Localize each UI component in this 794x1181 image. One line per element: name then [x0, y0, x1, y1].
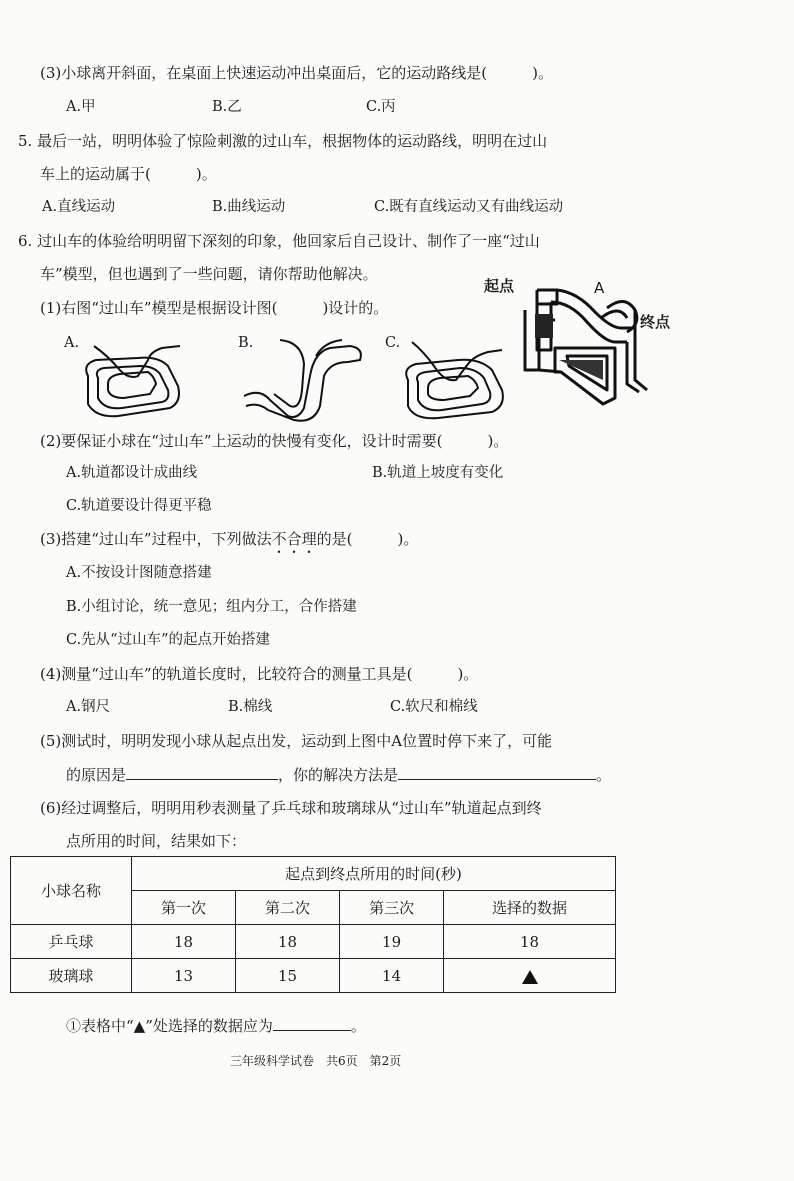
option-a: A.钢尺 [66, 699, 111, 715]
option-b: B.棉线 [228, 699, 273, 715]
solution-blank[interactable] [398, 765, 596, 780]
page-footer: 三年级科学试卷 共6页 第2页 [230, 1054, 402, 1068]
results-table [10, 856, 616, 993]
option-c: C. [385, 335, 401, 351]
option-c: C.先从“过山车”的起点开始搭建 [66, 632, 271, 648]
question-6-line2: 车”模型，但也遇到了一些问题，请你帮助他解决。 [40, 265, 378, 283]
option-b: B.轨道上坡度有变化 [372, 465, 504, 481]
header-trial-1: 第一次 [132, 891, 236, 925]
option-b: B. [238, 335, 254, 351]
period: 。 [350, 1017, 366, 1035]
table-question-1 [66, 1016, 366, 1036]
emphasized-text: 不合理 [271, 530, 317, 548]
subquestion-6-line2: 点所用的时间，结果如下： [66, 832, 247, 850]
header-time-group: 起点到终点所用的时间(秒) [132, 857, 616, 891]
table-row [11, 959, 616, 993]
option-c: C.轨道要设计得更平稳 [66, 498, 212, 514]
stem-prefix: (3)搭建“过山车”过程中，下列做法 [40, 530, 272, 548]
header-ball-name: 小球名称 [11, 857, 132, 925]
question-6-line1: 6. 过山车的体验给明明留下深刻的印象，他回家后自己设计、制作了一座“过山 [18, 232, 540, 250]
option-b: B.乙 [212, 99, 242, 115]
subquestion-5-line2 [66, 765, 611, 785]
label-a: A [594, 279, 605, 297]
subquestion-4-stem: (4)测量“过山车”的轨道长度时，比较符合的测量工具是( )。 [40, 665, 479, 683]
triangle-icon [522, 970, 538, 984]
cell: 15 [236, 959, 340, 993]
subquestion-5-line1: (5)测试时，明明发现小球从起点出发，运动到上图中A位置时停下来了，可能 [40, 732, 553, 750]
design-b-image [240, 336, 370, 422]
option-c: C.软尺和棉线 [390, 699, 478, 715]
option-a: A.轨道都设计成曲线 [66, 465, 198, 481]
question-3-stem: (3)小球离开斜面，在桌面上快速运动冲出桌面后，它的运动路线是( )。 [40, 64, 553, 82]
design-c-image [398, 336, 518, 422]
subquestion-6-line1: (6)经过调整后，明明用秒表测量了乒乓球和玻璃球从“过山车”轨道起点到终 [40, 799, 542, 817]
design-a-image [78, 336, 198, 422]
option-a: A.不按设计图随意搭建 [66, 565, 212, 581]
row-name: 乒乓球 [11, 925, 132, 959]
header-trial-2: 第二次 [236, 891, 340, 925]
reason-prefix: 的原因是 [66, 766, 127, 784]
period: 。 [596, 766, 612, 784]
question-5-line1: 5. 最后一站，明明体验了惊险刺激的过山车，根据物体的运动路线，明明在过山 [18, 132, 548, 150]
subquestion-2-stem: (2)要保证小球在“过山车”上运动的快慢有变化，设计时需要( )。 [40, 432, 509, 450]
cell-triangle [444, 959, 616, 993]
option-a: A.直线运动 [42, 199, 116, 215]
option-a: A.甲 [66, 99, 96, 115]
option-a: A. [64, 335, 80, 351]
stem-suffix: 的是( )。 [316, 530, 419, 548]
subquestion-3-stem [40, 529, 418, 557]
roller-coaster-model-image [515, 280, 655, 410]
question-5-line2: 车上的运动属于( )。 [40, 165, 217, 183]
label-start: 起点 [484, 277, 515, 295]
option-c: C.丙 [366, 99, 396, 115]
option-b: B.曲线运动 [212, 199, 286, 215]
row-name: 玻璃球 [11, 959, 132, 993]
label-end: 终点 [640, 313, 671, 331]
cell: 18 [236, 925, 340, 959]
option-c: C.既有直线运动又有曲线运动 [374, 199, 564, 215]
cell: 18 [132, 925, 236, 959]
cell: 14 [340, 959, 444, 993]
cell: 19 [340, 925, 444, 959]
question-prefix: ①表格中“▲”处选择的数据应为 [66, 1017, 273, 1035]
solution-prefix: ，你的解决方法是 [278, 766, 399, 784]
header-selected: 选择的数据 [444, 891, 616, 925]
header-trial-3: 第三次 [340, 891, 444, 925]
answer-blank[interactable] [273, 1016, 351, 1031]
reason-blank[interactable] [126, 765, 278, 780]
cell: 13 [132, 959, 236, 993]
subquestion-1-stem: (1)右图“过山车”模型是根据设计图( )设计的。 [40, 299, 389, 317]
option-b: B.小组讨论，统一意见；组内分工，合作搭建 [66, 599, 357, 615]
table-row [11, 925, 616, 959]
cell: 18 [444, 925, 616, 959]
